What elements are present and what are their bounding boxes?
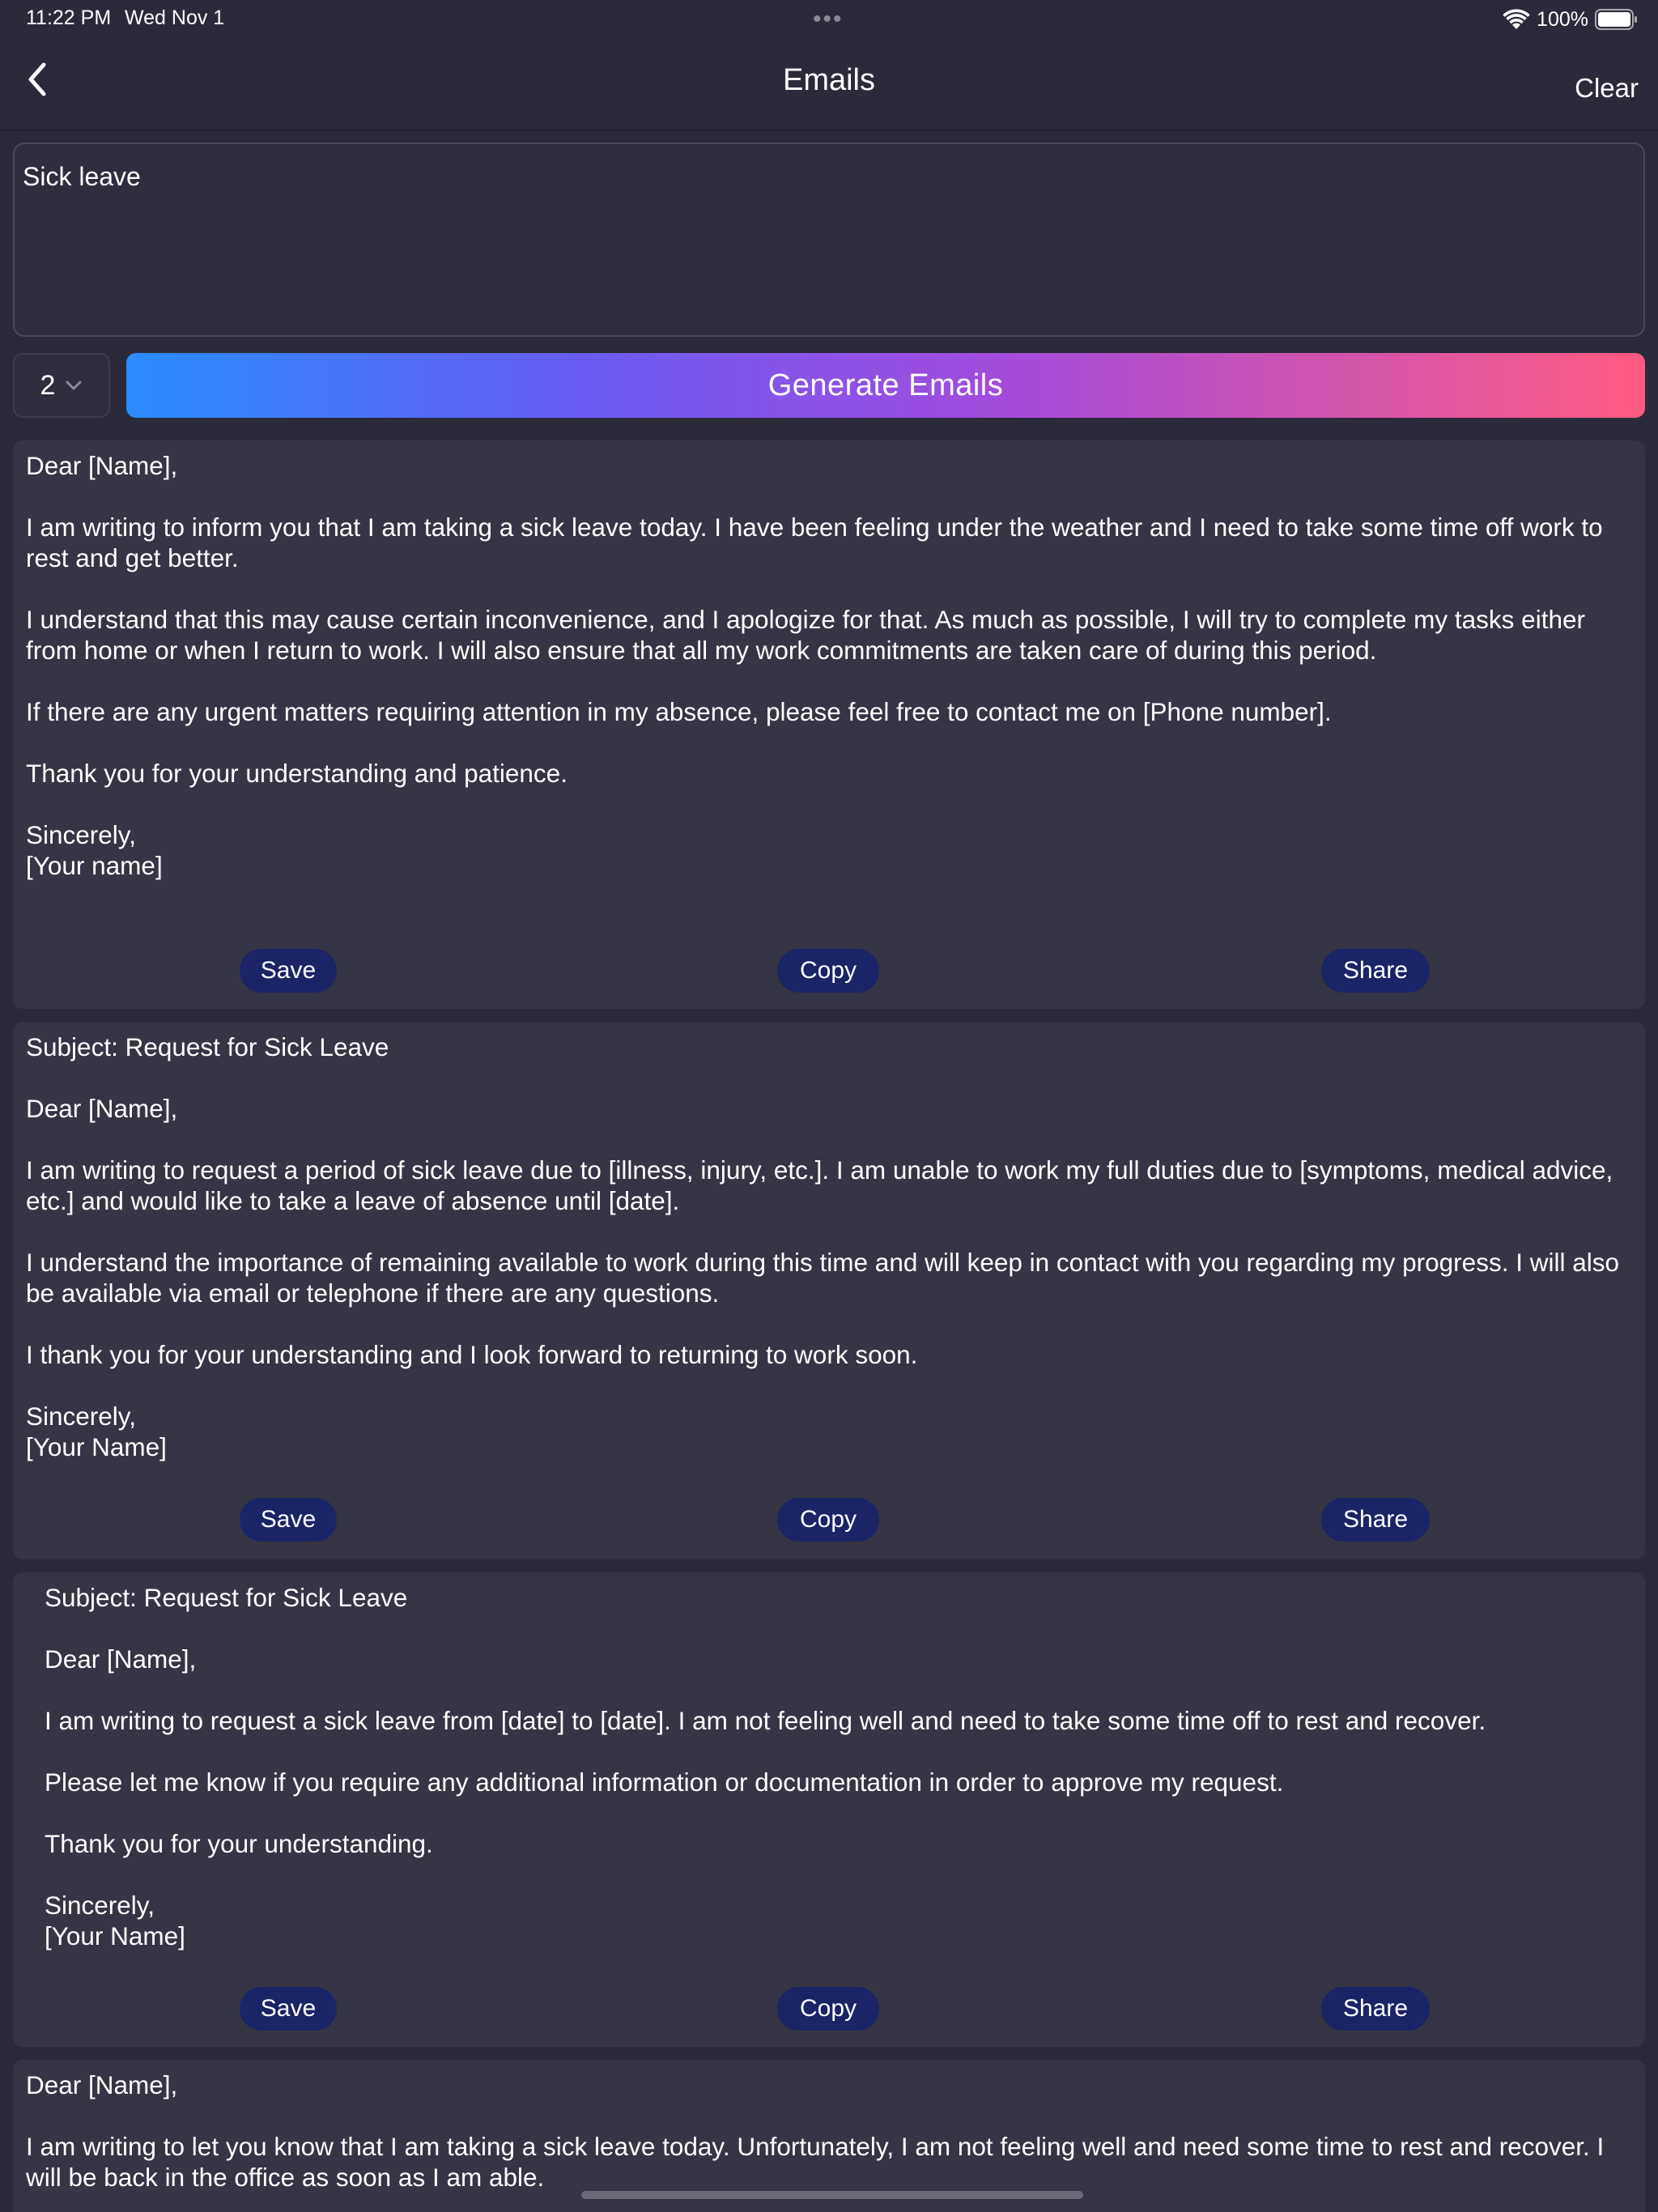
status-bar	[0, 0, 1658, 39]
email-count-select[interactable]	[13, 353, 110, 418]
copy-button[interactable]: Copy	[777, 1498, 879, 1542]
status-time: 11:22 PM	[26, 6, 112, 29]
chevron-down-icon	[65, 380, 83, 391]
battery-icon	[1595, 9, 1639, 30]
save-button[interactable]: Save	[240, 1498, 337, 1542]
copy-button[interactable]: Copy	[777, 1987, 879, 2031]
status-right	[1503, 5, 1639, 34]
email-card	[13, 1572, 1645, 2047]
share-button[interactable]: Share	[1321, 1987, 1430, 2031]
status-date: Wed Nov 1	[125, 6, 225, 29]
wifi-icon	[1503, 8, 1530, 31]
clear-button[interactable]: Clear	[1575, 73, 1639, 103]
multitasking-dots-icon[interactable]: •••	[813, 6, 844, 32]
email-card	[13, 2060, 1645, 2212]
battery-percentage: 100%	[1537, 7, 1588, 31]
save-button[interactable]: Save	[240, 1987, 337, 2031]
email-text: Subject: Request for Sick Leave Dear [Name], I am writing to request a sick leave from [date] to [date]. I am not feeling well and need to take some time off to rest and recover. Please let me know if you require any additional information or documentation in order to approve my request. Thank you for your understanding. Sincerely, [Your Name]	[45, 1583, 1486, 1950]
prompt-input[interactable]	[13, 143, 1645, 337]
copy-button[interactable]: Copy	[777, 949, 879, 993]
share-button[interactable]: Share	[1321, 1498, 1430, 1542]
email-text: Dear [Name], I am writing to let you know that I am taking a sick leave today. Unfortunately, I am not feeling well and need some time to rest and recover. I will be back in the office as soon as I am able.	[26, 2070, 1605, 2192]
email-card	[13, 1022, 1645, 1559]
generate-emails-button[interactable]: Generate Emails	[126, 353, 1645, 418]
email-count-value: 2	[40, 369, 56, 401]
email-text: Dear [Name], I am writing to inform you that I am taking a sick leave today. I have been feeling under the weather and I need to take some time off work to rest and get better. I understand that this may cause certain inconvenience, and I apologize for that. As much as possible, I will try to complete my tasks either from home or when I return to work. I will also ensure that all my work commitments are taken care of during this period. If there are any urgent matters requiring attention in my absence, please feel free to contact me on [Phone number]. Thank you for your understanding and patience. Sincerely, [Your name]	[26, 451, 1603, 880]
home-indicator[interactable]	[581, 2191, 1083, 2199]
email-text: Subject: Request for Sick Leave Dear [Name], I am writing to request a period of sick leave due to [illness, injury, etc.]. I am unable to work my full duties due to [symptoms, medical advice, etc.] and would like to take a leave of absence until [date]. I understand the importance of remaining available to work during this time and will keep in contact with you regarding my progress. I will also be available via email or telephone if there are any questions. I thank you for your understanding and I look forward to returning to work soon. Sincerely, [Your Name]	[26, 1032, 1619, 1461]
save-button[interactable]: Save	[240, 949, 337, 993]
nav-bar	[0, 39, 1658, 130]
page-title: Emails	[782, 63, 876, 97]
email-card	[13, 440, 1645, 1009]
share-button[interactable]: Share	[1321, 949, 1430, 993]
